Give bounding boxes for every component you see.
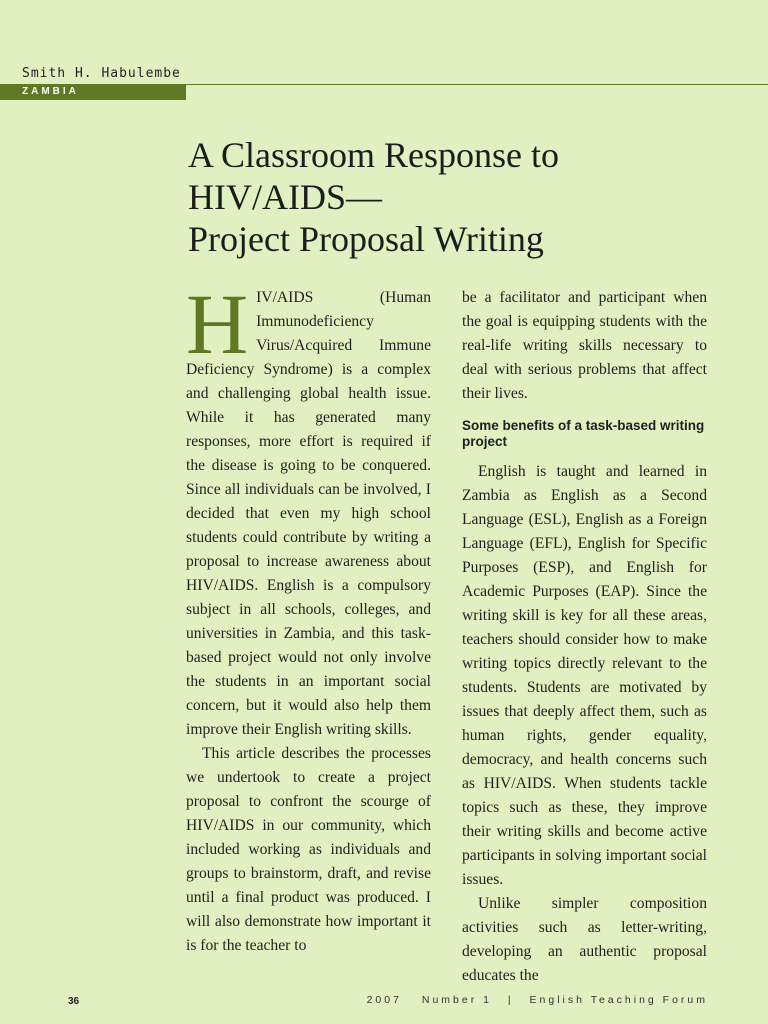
paragraph-process: This article describes the processes we undertook to create a project proposal to confront the scourge of HIV/AIDS in our community, which included working as individuals and groups to brainstorm, draft, and revise until a final product was produced. I will also demonstrate how important it is for the teacher to [186,745,431,954]
running-footer [367,994,708,1006]
paragraph-intro-text: IV/AIDS (Human Immunodeficiency Virus/Acquired Immune Deficiency Syndrome) is a complex and challenging global health issue. While it has generated many responses, more effort is required if the disease is going to be conquered. Since all individuals can be involved, I decided that even my high school students could contribute by writing a proposal to increase awareness about HIV/AIDS. English is a compulsory subject in all schools, colleges, and universities in Zambia, and this task-based project would not only involve the students in an important social concern, but it would also help them improve their English writing skills. [186,289,431,738]
paragraph-continued: be a facilitator and participant when the goal is equipping students with the real-life writing skills necessary to deal with serious problems that affect their lives. [462,289,707,402]
page-number: 36 [68,996,80,1007]
column-right [462,286,707,988]
author-name: Smith H. Habulembe [22,66,181,81]
drop-cap: H [186,276,249,372]
paragraph-proposal: Unlike simpler composition activities such as letter-writing, developing an authentic proposal educates the [462,895,707,984]
section-heading: Some benefits of a task-based writing project [462,418,705,449]
article-title [188,134,688,260]
footer-separator: | [507,994,514,1006]
paragraph-intro [186,276,431,742]
title-line-2: HIV/AIDS— [188,177,382,217]
footer-journal: English Teaching Forum [529,994,708,1006]
paragraph-benefits: English is taught and learned in Zambia as English as a Second Language (ESL), English as a Foreign Language (EFL), English for Specific Purposes (ESP), and English for Academic Purposes (EAP). Since the writing skill is key for all these areas, teachers should consider how to make writing topics directly relevant to the students. Students are motivated by issues that deeply affect them, such as human rights, gender equality, democracy, and health concerns such as HIV/AIDS. When students tackle topics such as these, they improve their writing skills and become active participants in solving important social issues. [462,463,707,888]
footer-issue: Number 1 [421,994,492,1006]
footer-year: 2007 [366,994,402,1006]
column-left [186,276,431,958]
header-rule [186,84,768,85]
title-line-3: Project Proposal Writing [188,219,544,259]
title-line-1: A Classroom Response to [188,135,560,175]
country-label: ZAMBIA [22,86,79,97]
